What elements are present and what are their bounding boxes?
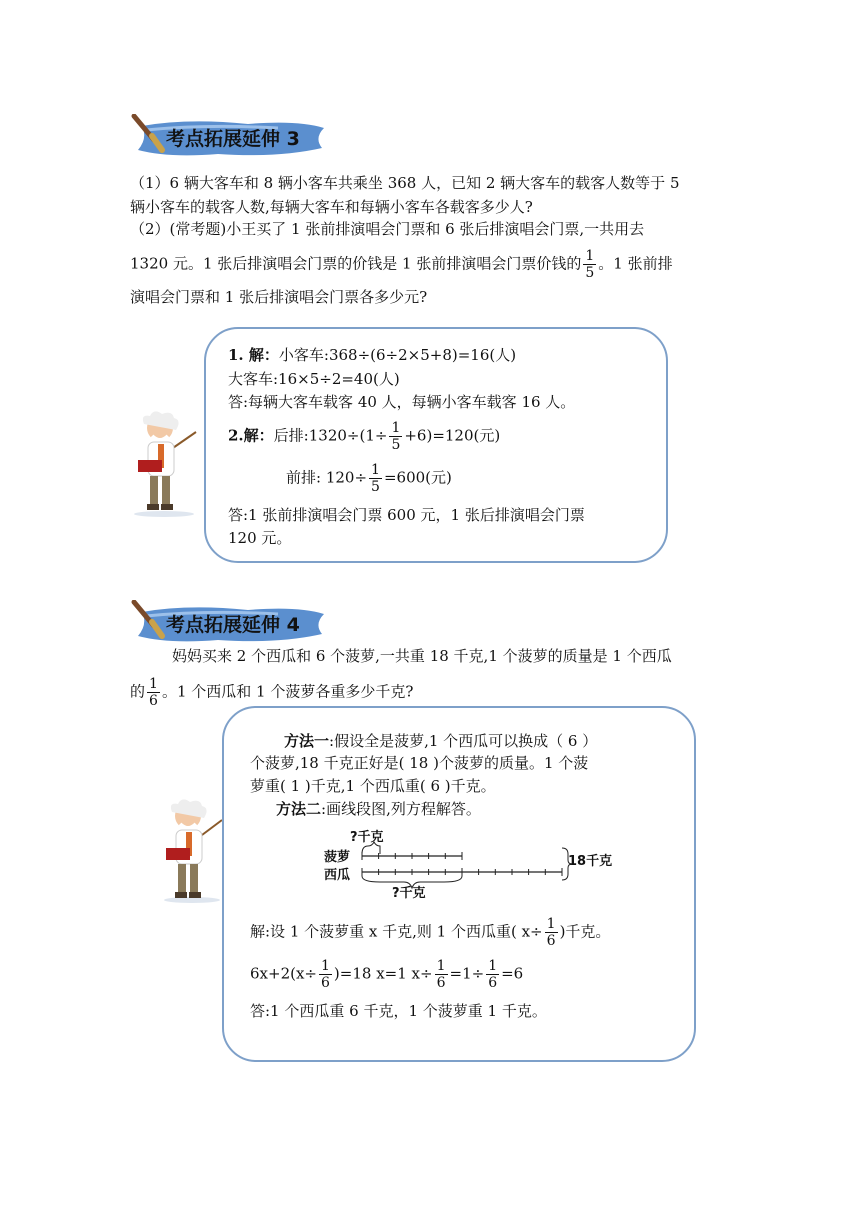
section4-banner bbox=[128, 600, 328, 648]
section3-title: 考点拓展延伸 3 bbox=[166, 128, 300, 150]
s4-eq-fraction-1: $\frac{1}{6}$ bbox=[321, 958, 330, 991]
a2-line2-pre: 前排: 120÷ bbox=[286, 468, 368, 487]
m2-label: 方法二 bbox=[276, 800, 322, 818]
a2-label: 2.解： bbox=[228, 426, 274, 445]
s4-sol-pre: 解:设 1 个菠萝重 x 千克,则 1 个西瓜重( x÷ bbox=[250, 922, 543, 941]
q2-line2 bbox=[130, 248, 673, 281]
a1-line3: 答:每辆大客车载客 40 人，每辆小客车载客 16 人。 bbox=[228, 393, 576, 411]
s4-q-fraction: $\frac{1}{6}$ bbox=[149, 676, 158, 709]
diagram-top-label: ?千克 bbox=[350, 830, 384, 845]
a2-line4: 120 元。 bbox=[228, 529, 292, 547]
m1-line1 bbox=[284, 730, 597, 752]
m1-text: :假设全是菠萝,1 个西瓜可以换成（ 6 ） bbox=[329, 732, 598, 750]
segment-diagram bbox=[320, 824, 640, 902]
a2-line1-post: +6)=120(元) bbox=[404, 426, 501, 445]
s4-q-line2-post: 。1 个西瓜和 1 个菠萝各重多少千克? bbox=[161, 682, 414, 701]
diagram-bottom-label: ?千克 bbox=[392, 886, 426, 901]
s4-sol-post: )千克。 bbox=[559, 922, 611, 941]
diagram-row2-label: 西瓜 bbox=[324, 868, 351, 883]
diagram-row1-label: 菠萝 bbox=[324, 850, 351, 865]
q1-line2: 辆小客车的载客人数,每辆大客车和每辆小客车各载客多少人? bbox=[130, 198, 533, 216]
s4-eq-fraction-3: $\frac{1}{6}$ bbox=[488, 958, 498, 991]
q2-fraction: $\frac{1}{5}$ bbox=[585, 248, 595, 281]
s4-eq-mid2: =1÷ bbox=[449, 964, 485, 983]
s4-equation-line bbox=[250, 958, 523, 991]
s4-eq-pre: 6x+2(x÷ bbox=[250, 964, 317, 983]
a2-line1 bbox=[228, 420, 500, 453]
m2-text: :画线段图,列方程解答。 bbox=[321, 800, 481, 818]
section3-banner bbox=[128, 114, 328, 162]
a2-line3: 答:1 张前排演唱会门票 600 元，1 张后排演唱会门票 bbox=[228, 506, 585, 524]
a1-line1 bbox=[228, 344, 516, 366]
section4-title: 考点拓展延伸 4 bbox=[166, 614, 300, 636]
q2-line2-post: 。1 张前排 bbox=[598, 254, 673, 273]
q2-line2-pre: 1320 元。1 张后排演唱会门票的价钱是 1 张前排演唱会门票价钱的 bbox=[130, 254, 582, 273]
a1-text: 小客车:368÷(6÷2×5+8)=16(人) bbox=[278, 346, 517, 364]
s4-eq-fraction-2: $\frac{1}{6}$ bbox=[436, 958, 446, 991]
a2-line1-pre: 后排:1320÷(1÷ bbox=[273, 426, 388, 445]
m1-line3: 萝重( 1 )千克,1 个西瓜重( 6 )千克。 bbox=[250, 777, 496, 795]
q2-line3: 演唱会门票和 1 张后排演唱会门票各多少元? bbox=[130, 288, 428, 306]
a2-fraction-2: $\frac{1}{5}$ bbox=[371, 462, 380, 495]
q2-line1: （2）(常考题)小王买了 1 张前排演唱会门票和 6 张后排演唱会门票,一共用去 bbox=[130, 220, 645, 238]
q1-line1: （1）6 辆大客车和 8 辆小客车共乘坐 368 人，已知 2 辆大客车的载客人数等于 5 bbox=[130, 174, 680, 192]
m2-line bbox=[276, 798, 481, 820]
s4-q-line1: 妈妈买来 2 个西瓜和 6 个菠萝,一共重 18 千克,1 个菠萝的质量是 1 个西瓜 bbox=[172, 647, 672, 665]
a2-line2 bbox=[286, 462, 452, 495]
a1-line2: 大客车:16×5÷2=40(人) bbox=[228, 370, 400, 388]
m1-label: 方法一 bbox=[284, 732, 330, 750]
a2-fraction-1: $\frac{1}{5}$ bbox=[391, 420, 401, 453]
s4-eq-post: =6 bbox=[501, 964, 524, 983]
s4-q-line2 bbox=[130, 676, 413, 709]
professor-illustration bbox=[130, 410, 200, 518]
s4-q-line2-pre: 的 bbox=[130, 682, 146, 701]
s4-eq-mid: )=18 x=1 x÷ bbox=[333, 964, 433, 983]
professor-icon bbox=[130, 410, 200, 518]
professor-icon bbox=[160, 798, 226, 904]
m1-line2: 个菠萝,18 千克正好是( 18 )个菠萝的质量。1 个菠 bbox=[250, 754, 589, 772]
a1-label: 1. 解： bbox=[228, 346, 279, 364]
a2-line2-post: =600(元) bbox=[383, 468, 452, 487]
professor-illustration bbox=[160, 798, 226, 904]
s4-solution-line bbox=[250, 916, 610, 949]
s4-sol-fraction: $\frac{1}{6}$ bbox=[546, 916, 556, 949]
diagram-lines bbox=[320, 824, 640, 902]
diagram-total-label: 18千克 bbox=[568, 854, 613, 869]
s4-final-answer: 答:1 个西瓜重 6 千克，1 个菠萝重 1 千克。 bbox=[250, 1002, 547, 1020]
